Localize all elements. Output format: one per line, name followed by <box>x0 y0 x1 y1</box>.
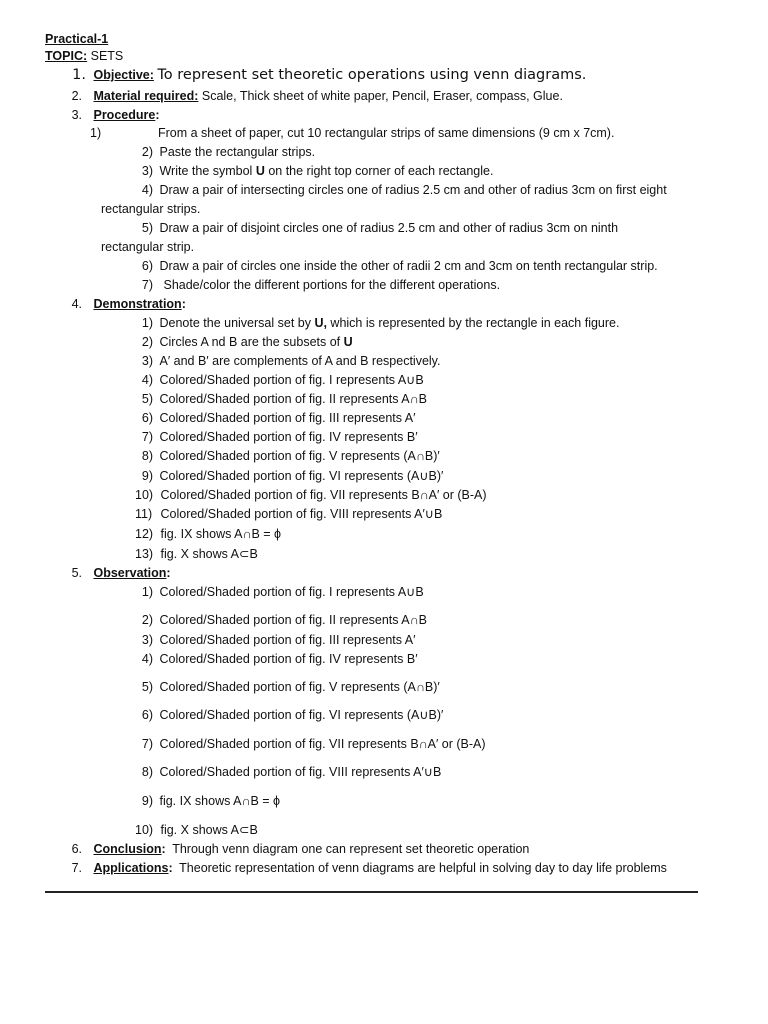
observation-item: 7) Colored/Shaded portion of fig. VII represents B∩A′ or (B-A) <box>141 737 486 751</box>
bottom-divider <box>45 891 698 893</box>
procedure-step: 1) <box>90 126 102 140</box>
demonstration-item: 12) fig. IX shows A∩B = ϕ <box>135 527 282 541</box>
observation-item: 2) Colored/Shaded portion of fig. II represents A∩B <box>141 613 427 627</box>
demonstration-item: 2) Circles A nd B are the subsets of U <box>141 335 353 349</box>
procedure-step: 6) Draw a pair of circles one inside the other of radii 2 cm and 3cm on tenth rectangular strip. <box>141 259 658 273</box>
demonstration-item: 9) Colored/Shaded portion of fig. VI represents (A∪B)′ <box>141 469 444 483</box>
procedure-step: 5) Draw a pair of disjoint circles one of radius 2.5 cm and other of radius 3cm on ninth <box>141 221 619 235</box>
procedure-step-continuation: rectangular strips. <box>101 202 201 216</box>
demonstration-item: 13) fig. X shows A⊂B <box>135 547 258 561</box>
observation-item: 3) Colored/Shaded portion of fig. III represents A′ <box>141 633 416 647</box>
observation-item: 6) Colored/Shaded portion of fig. VI represents (A∪B)′ <box>141 708 444 722</box>
topic-line: TOPIC: SETS <box>45 49 124 63</box>
procedure-heading: 3. Procedure: <box>71 108 160 122</box>
demonstration-item: 1) Denote the universal set by U, which is represented by the rectangle in each figure. <box>141 316 620 330</box>
demonstration-item: 10) Colored/Shaded portion of fig. VII represents B∩A′ or (B-A) <box>135 488 487 502</box>
demonstration-item: 11) Colored/Shaded portion of fig. VIII represents A′∪B <box>135 507 443 521</box>
demonstration-item: 8) Colored/Shaded portion of fig. V represents (A∩B)′ <box>141 449 440 463</box>
demonstration-item: 4) Colored/Shaded portion of fig. I represents A∪B <box>141 373 424 387</box>
material-line: 2. Material required: Scale, Thick sheet of white paper, Pencil, Eraser, compass, Glue. <box>71 89 563 103</box>
demonstration-item: 7) Colored/Shaded portion of fig. IV represents B′ <box>141 430 418 444</box>
applications-line: 7. Applications: Theoretic representation of venn diagrams are helpful in solving day to day life problems <box>71 861 667 875</box>
procedure-step: 4) Draw a pair of intersecting circles one of radius 2.5 cm and other of radius 3cm on first eight <box>141 183 667 197</box>
observation-item: 4) Colored/Shaded portion of fig. IV represents B′ <box>141 652 418 666</box>
observation-item: 8) Colored/Shaded portion of fig. VIII represents A′∪B <box>141 765 442 779</box>
observation-item: 10) fig. X shows A⊂B <box>135 823 258 837</box>
demonstration-heading: 4. Demonstration: <box>71 297 186 311</box>
demonstration-item: 6) Colored/Shaded portion of fig. III represents A′ <box>141 411 416 425</box>
conclusion-line: 6. Conclusion: Through venn diagram one can represent set theoretic operation <box>71 842 530 856</box>
observation-heading: 5. Observation: <box>71 566 171 580</box>
demonstration-item: 5) Colored/Shaded portion of fig. II represents A∩B <box>141 392 427 406</box>
procedure-step: 7) Shade/color the different portions for the different operations. <box>141 278 501 292</box>
procedure-step-text: From a sheet of paper, cut 10 rectangular strips of same dimensions (9 cm x 7cm). <box>158 126 615 140</box>
observation-item: 9) fig. IX shows A∩B = ϕ <box>141 794 281 808</box>
observation-item: 5) Colored/Shaded portion of fig. V represents (A∩B)′ <box>141 680 440 694</box>
objective-line: 1. Objective: To represent set theoretic operations using venn diagrams. <box>72 67 587 83</box>
observation-item: 1) Colored/Shaded portion of fig. I represents A∪B <box>141 585 424 599</box>
procedure-step: 2) Paste the rectangular strips. <box>141 145 316 159</box>
practical-title: Practical-1 <box>45 32 109 46</box>
procedure-step-continuation: rectangular strip. <box>101 240 195 254</box>
demonstration-item: 3) A′ and B′ are complements of A and B respectively. <box>141 354 441 368</box>
procedure-step: 3) Write the symbol U on the right top corner of each rectangle. <box>141 164 494 178</box>
